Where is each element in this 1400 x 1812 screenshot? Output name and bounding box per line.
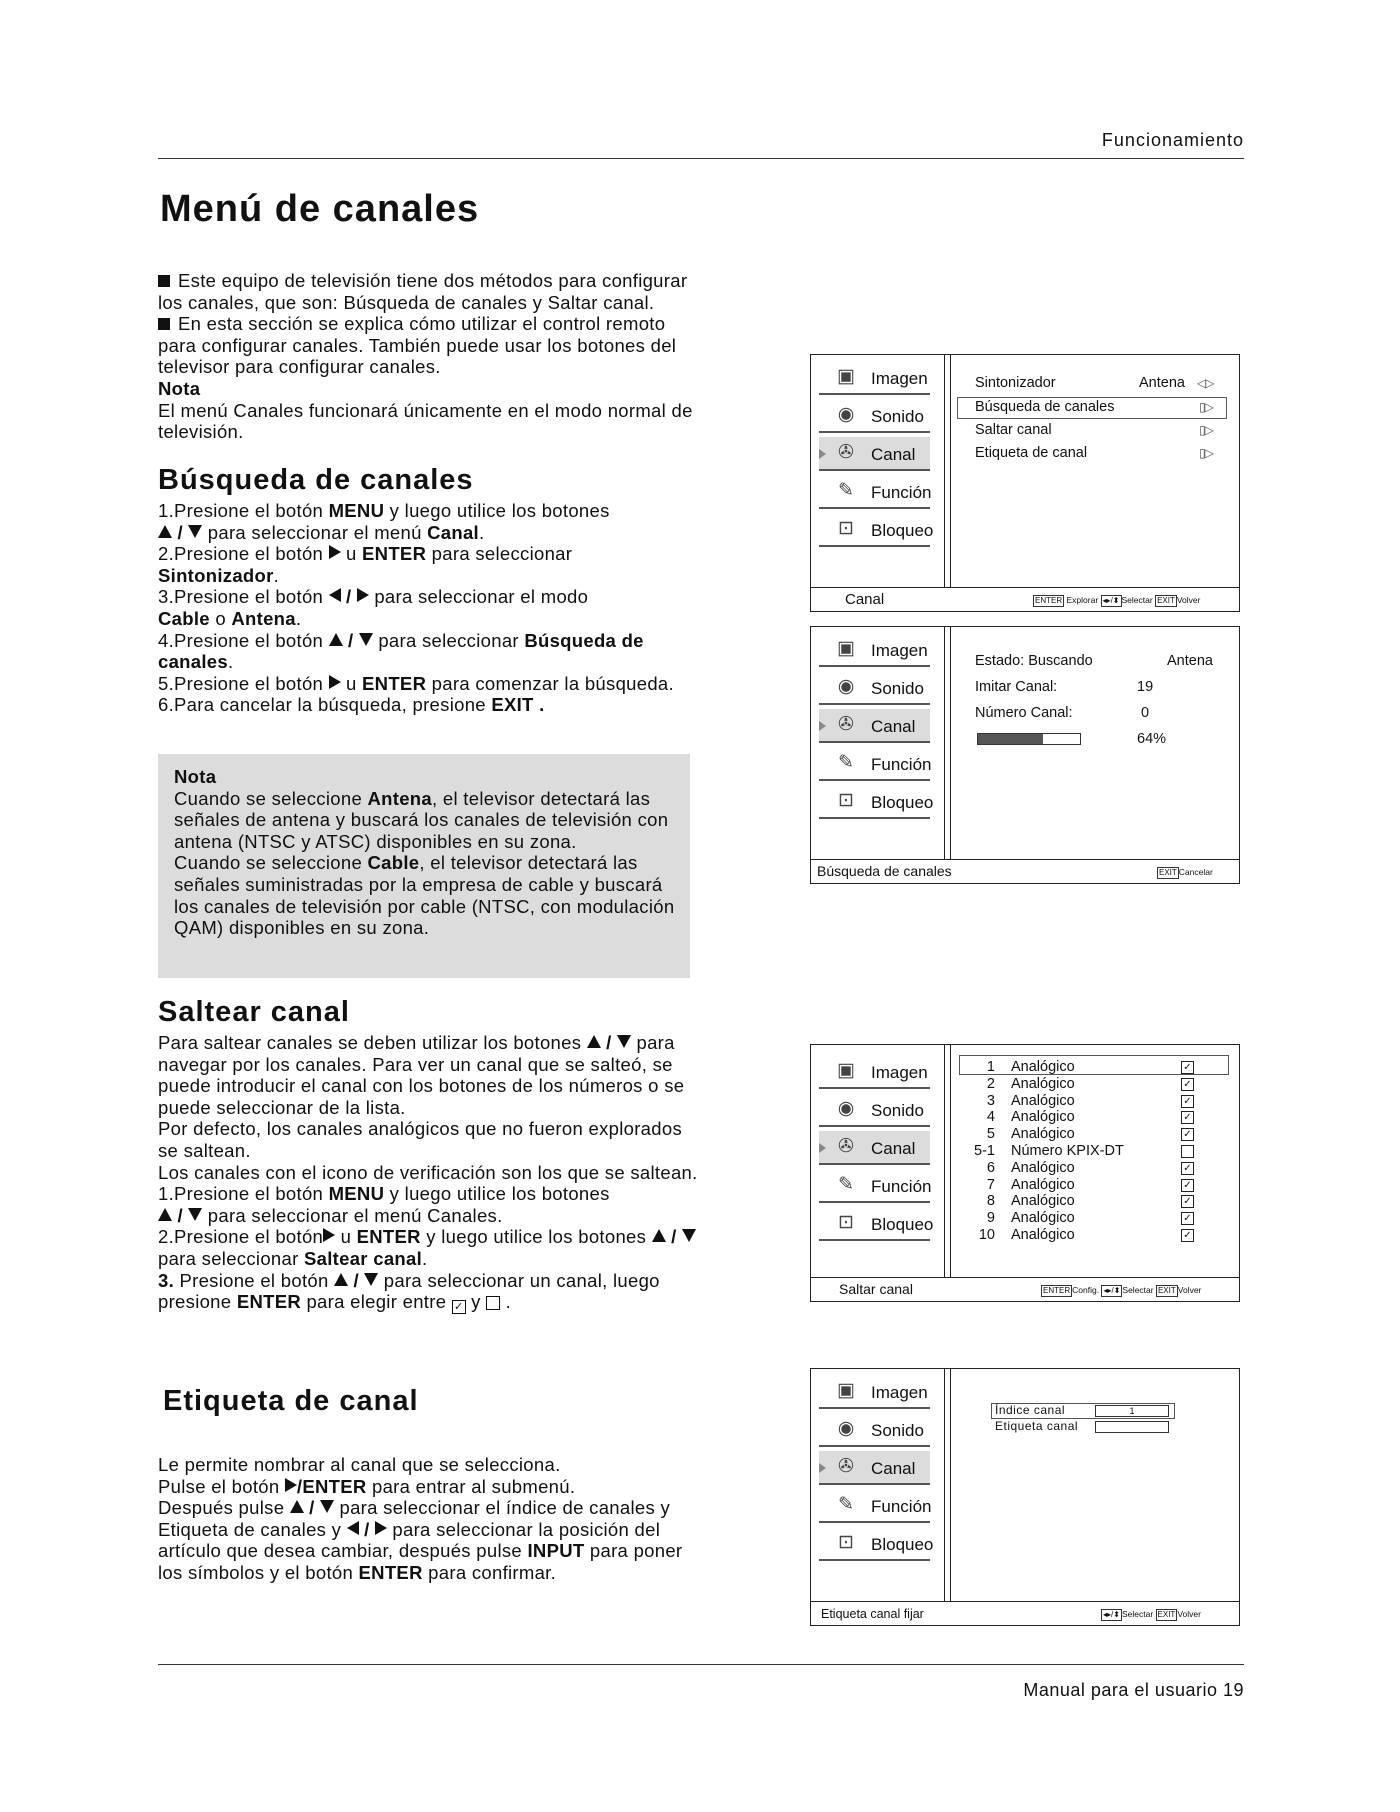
speaker-icon: ◉	[837, 1098, 855, 1119]
speaker-icon: ◉	[837, 676, 855, 697]
side-item-bloqueo[interactable]: ⊡ Bloqueo	[819, 1207, 930, 1241]
side-item-funcion[interactable]: ✎ Función	[819, 1169, 930, 1203]
page-footer: Manual para el usuario 19	[1023, 1680, 1244, 1700]
intro-block	[158, 270, 698, 443]
right-arrow-icon	[285, 1478, 297, 1492]
reel-icon: ✇	[838, 442, 854, 463]
down-arrow-icon	[617, 1035, 631, 1048]
channel-number: 8	[986, 1193, 995, 1210]
up-arrow-icon	[158, 525, 172, 538]
progress-fill	[978, 734, 1043, 744]
header-rule	[158, 158, 1244, 159]
down-arrow-icon	[320, 1500, 334, 1513]
imitar-value: 19	[1137, 679, 1154, 695]
channel-name: Analógico	[1011, 1193, 1075, 1210]
search-status: Estado: Buscando	[975, 653, 1093, 669]
enter-arrow-icon: ▯▷	[1199, 446, 1213, 460]
channel-list	[959, 1059, 1219, 1259]
nav-keys-icon: ◂▸/⬍	[1103, 1286, 1121, 1295]
progress-bar	[977, 733, 1081, 745]
checked-box-icon[interactable]: ✓	[1181, 1078, 1194, 1091]
side-item-canal[interactable]: ✇ Canal	[819, 1451, 930, 1485]
intro-paragraph-1: Este equipo de televisión tiene dos métodos para configurar los canales, que son: Búsqueda de canales y Saltar canal.	[158, 270, 688, 313]
pointer-icon	[819, 1463, 826, 1473]
left-arrow-icon	[347, 1521, 359, 1535]
down-arrow-icon	[359, 633, 373, 646]
side-menu	[819, 361, 934, 551]
channel-row[interactable]	[959, 1109, 1219, 1125]
nav-keys-icon: ◂▸/⬍	[1102, 596, 1120, 605]
pointer-icon	[819, 1143, 826, 1153]
down-arrow-icon	[188, 1208, 202, 1221]
channel-row[interactable]	[959, 1076, 1219, 1092]
channel-number: 2	[986, 1075, 995, 1092]
search-source: Antena	[1167, 653, 1213, 669]
etiqueta-title: Etiqueta de canal	[163, 1385, 419, 1417]
key-hints: ◂▸/⬍ Selectar EXIT Volver	[1103, 1609, 1201, 1619]
panel-footer-label: Búsqueda de canales	[817, 863, 952, 879]
note-cable: Cuando se seleccione Cable, el televisor detectará las señales suministradas por la empresa de cable y buscará los canales de televisión por cable (NTSC, con modulación QAM) disponibles en su zona.	[174, 852, 675, 939]
menu-item-saltar[interactable]: Saltar canal	[975, 422, 1052, 438]
down-arrow-icon	[364, 1273, 378, 1286]
progress-label: 64%	[1137, 731, 1167, 747]
reel-icon: ✇	[838, 714, 854, 735]
lock-icon: ⊡	[838, 518, 854, 539]
panel-divider	[944, 627, 951, 859]
tuner-value: Antena	[1139, 375, 1185, 391]
channel-number: 5	[986, 1126, 995, 1143]
menu-item-etiqueta[interactable]: Etiqueta de canal	[975, 445, 1088, 461]
panel-divider	[944, 355, 951, 587]
picture-icon: ▣	[837, 366, 855, 387]
side-item-funcion[interactable]: ✎ Función	[819, 747, 930, 781]
bullet-square-icon	[158, 275, 170, 287]
side-item-bloqueo[interactable]: ⊡ Bloqueo	[819, 785, 930, 819]
side-item-sonido[interactable]: ◉ Sonido	[819, 399, 930, 433]
empty-box-icon[interactable]	[1181, 1145, 1194, 1158]
checked-box-icon[interactable]: ✓	[1181, 1229, 1194, 1242]
channel-number: 4	[986, 1109, 995, 1126]
channel-number: 6	[986, 1159, 995, 1176]
channel-name: Analógico	[1011, 1109, 1075, 1126]
left-arrow-icon	[329, 588, 341, 602]
channel-number: 10	[978, 1227, 995, 1243]
checked-box-icon[interactable]: ✓	[1181, 1212, 1194, 1225]
speaker-icon: ◉	[837, 1418, 855, 1439]
channel-name: Analógico	[1011, 1159, 1075, 1176]
tv-menu-canal	[810, 354, 1240, 612]
side-item-canal[interactable]: ✇ Canal	[819, 709, 930, 743]
checked-box-icon[interactable]: ✓	[1181, 1095, 1194, 1108]
speaker-icon: ◉	[837, 404, 855, 425]
pen-icon: ✎	[838, 480, 854, 501]
side-menu	[819, 1375, 934, 1565]
up-arrow-icon	[652, 1229, 666, 1242]
etiqueta-label: Etiqueta canal	[995, 1419, 1079, 1433]
side-item-imagen[interactable]: ▣ Imagen	[819, 1055, 930, 1089]
side-item-sonido[interactable]: ◉ Sonido	[819, 671, 930, 705]
side-item-canal[interactable]: ✇ Canal	[819, 1131, 930, 1165]
checked-box-icon: ✓	[452, 1300, 466, 1314]
channel-name: Analógico	[1011, 1059, 1075, 1075]
empty-box-icon	[486, 1296, 500, 1310]
down-arrow-icon	[682, 1229, 696, 1242]
side-item-funcion[interactable]: ✎ Función	[819, 1489, 930, 1523]
channel-name: Analógico	[1011, 1075, 1075, 1092]
imitar-label: Imitar Canal:	[975, 679, 1058, 695]
channel-name: Analógico	[1011, 1210, 1075, 1227]
lock-icon: ⊡	[838, 1532, 854, 1553]
up-arrow-icon	[158, 1208, 172, 1221]
channel-row[interactable]	[959, 1227, 1219, 1243]
down-arrow-icon	[188, 525, 202, 538]
tv-menu-etiqueta	[810, 1368, 1240, 1626]
enter-arrow-icon: ▯▷	[1199, 423, 1213, 437]
indice-field[interactable]: 1	[1095, 1405, 1169, 1417]
channel-name: Analógico	[1011, 1176, 1075, 1193]
reel-icon: ✇	[838, 1456, 854, 1477]
note-box	[158, 754, 690, 978]
panel-footer-label: Etiqueta canal fijar	[821, 1607, 924, 1621]
note-antena: Cuando se seleccione Antena, el televisor detectará las señales de antena y buscará los canales de televisión con antena (NTSC y ATSC) disponibles en su zona.	[174, 787, 669, 852]
panel-footer-label: Saltar canal	[839, 1281, 913, 1297]
header-section: Funcionamiento	[1101, 130, 1244, 150]
page-title: Menú de canales	[160, 188, 480, 230]
checked-box-icon[interactable]: ✓	[1181, 1195, 1194, 1208]
menu-item-busqueda[interactable]: Búsqueda de canales	[975, 399, 1115, 415]
channel-name: Analógico	[1011, 1227, 1075, 1243]
channel-row[interactable]	[959, 1126, 1219, 1142]
numero-value: 0	[1141, 705, 1150, 721]
panel-footer-line	[811, 587, 1239, 588]
footer-rule	[158, 1664, 1244, 1665]
channel-number: 5-1	[974, 1143, 995, 1159]
side-item-bloqueo[interactable]: ⊡ Bloqueo	[819, 1527, 930, 1561]
lock-icon: ⊡	[838, 790, 854, 811]
left-right-icon: ◁▷	[1197, 376, 1214, 390]
channel-number: 1	[986, 1059, 995, 1075]
panel-footer-line	[811, 859, 1239, 860]
side-item-imagen[interactable]: ▣ Imagen	[819, 361, 930, 395]
indice-label: Índice canal	[995, 1403, 1066, 1417]
checked-box-icon[interactable]: ✓	[1181, 1179, 1194, 1192]
channel-name: Número KPIX-DT	[1011, 1143, 1124, 1159]
nav-keys-icon: ◂▸/⬍	[1103, 1610, 1120, 1619]
up-arrow-icon	[334, 1273, 348, 1286]
intro-paragraph-2: En esta sección se explica cómo utilizar el control remoto para configurar canales. También puede usar los botones del televisor para configurar canales.	[158, 313, 677, 378]
checked-box-icon[interactable]: ✓	[1181, 1162, 1194, 1175]
channel-row[interactable]	[959, 1160, 1219, 1176]
key-hints: ENTER Config. ◂▸/⬍ Selectar EXIT Volver	[1043, 1285, 1202, 1295]
busqueda-steps: 1.Presione el botón MENU y luego utilice los botones / para seleccionar el menú Canal. 2.Presione el botón u ENTER para seleccionar Sintonizador. 3.Presione el botón / para seleccionar el modo Cable o Antena. 4.Presione el botón / para seleccionar Búsqueda de canales. 5.Presione el botón u ENTER para comenzar la búsqueda. 6.Para cancelar la búsqueda, presione EXIT .	[158, 500, 674, 716]
etiqueta-body: Le permite nombrar al canal que se selecciona. Pulse el botón /ENTER para entrar al submenú. Después pulse / para seleccionar el índice de canales y Etiqueta de canales y / para seleccionar la posición del artículo que desea cambiar, después pulse INPUT para poner los símbolos y el botón ENTER para confirmar.	[158, 1454, 683, 1583]
pen-icon: ✎	[838, 1494, 854, 1515]
saltear-body: Para saltear canales se deben utilizar los botones / para navegar por los canales. Para ver un canal que se salteó, se puede introducir el canal con los botones de los números o se puede seleccionar de la lista. Por defecto, los canales analógicos que no fueron explorados se saltean. Los canales con el icono de verificación son los que se saltean. 1.Presione el botón MENU y luego utilice los botones / para seleccionar el menú Canales. 2.Presione el botón u ENTER y luego utilice los botones / para seleccionar Saltear canal. 3. Presione el botón / para seleccionar un canal, luego presione ENTER para elegir entre ✓ y .	[158, 1032, 698, 1314]
side-item-sonido[interactable]: ◉ Sonido	[819, 1413, 930, 1447]
pen-icon: ✎	[838, 1174, 854, 1195]
channel-number: 3	[986, 1092, 995, 1109]
side-item-bloqueo[interactable]: ⊡ Bloqueo	[819, 513, 930, 547]
side-menu	[819, 633, 934, 823]
right-arrow-icon	[329, 545, 341, 559]
side-menu	[819, 1055, 934, 1245]
right-arrow-icon	[357, 588, 369, 602]
etiqueta-field[interactable]	[1095, 1421, 1169, 1433]
tv-menu-saltar	[810, 1044, 1240, 1302]
side-item-imagen[interactable]: ▣ Imagen	[819, 633, 930, 667]
channel-row[interactable]	[959, 1210, 1219, 1226]
channel-number: 9	[986, 1210, 995, 1227]
enter-arrow-icon: ▯▷	[1199, 400, 1213, 414]
right-arrow-icon	[323, 1228, 335, 1242]
picture-icon: ▣	[837, 638, 855, 659]
channel-row[interactable]	[959, 1059, 1219, 1075]
panel-footer-line	[811, 1277, 1239, 1278]
panel-footer-line	[811, 1601, 1239, 1602]
channel-row[interactable]	[959, 1193, 1219, 1209]
busqueda-title: Búsqueda de canales	[158, 464, 474, 496]
tv-menu-busqueda	[810, 626, 1240, 884]
pointer-icon	[819, 449, 826, 459]
panel-divider	[944, 1045, 951, 1277]
picture-icon: ▣	[837, 1380, 855, 1401]
reel-icon: ✇	[838, 1136, 854, 1157]
up-arrow-icon	[290, 1500, 304, 1513]
side-item-imagen[interactable]: ▣ Imagen	[819, 1375, 930, 1409]
panel-divider	[944, 1369, 951, 1601]
channel-name: Analógico	[1011, 1092, 1075, 1109]
saltear-title: Saltear canal	[158, 996, 350, 1028]
right-arrow-icon	[375, 1521, 387, 1535]
channel-row[interactable]	[959, 1177, 1219, 1193]
checked-box-icon[interactable]: ✓	[1181, 1128, 1194, 1141]
channel-number: 7	[986, 1176, 995, 1193]
menu-item-sintonizador[interactable]: Sintonizador	[975, 375, 1056, 391]
channel-name: Analógico	[1011, 1126, 1075, 1143]
side-item-sonido[interactable]: ◉ Sonido	[819, 1093, 930, 1127]
lock-icon: ⊡	[838, 1212, 854, 1233]
bullet-square-icon	[158, 318, 170, 330]
note-box-label: Nota	[174, 766, 217, 787]
checked-box-icon[interactable]: ✓	[1181, 1061, 1194, 1074]
channel-row[interactable]	[959, 1093, 1219, 1109]
side-item-canal[interactable]: ✇ Canal	[819, 437, 930, 471]
checked-box-icon[interactable]: ✓	[1181, 1111, 1194, 1124]
numero-label: Número Canal:	[975, 705, 1073, 721]
key-hints: ENTER Explorar ◂▸/⬍ Selectar EXIT Volver	[1035, 595, 1201, 605]
channel-row[interactable]	[959, 1143, 1219, 1159]
intro-note-text: El menú Canales funcionará únicamente en el modo normal de televisión.	[158, 399, 693, 443]
side-item-funcion[interactable]: ✎ Función	[819, 475, 930, 509]
up-arrow-icon	[329, 633, 343, 646]
panel-footer-label: Canal	[845, 591, 885, 608]
up-arrow-icon	[587, 1035, 601, 1048]
right-arrow-icon	[329, 675, 341, 689]
key-hints: EXIT Cancelar	[1159, 867, 1213, 877]
pen-icon: ✎	[838, 752, 854, 773]
pointer-icon	[819, 721, 826, 731]
picture-icon: ▣	[837, 1060, 855, 1081]
intro-note-label: Nota	[158, 377, 201, 399]
